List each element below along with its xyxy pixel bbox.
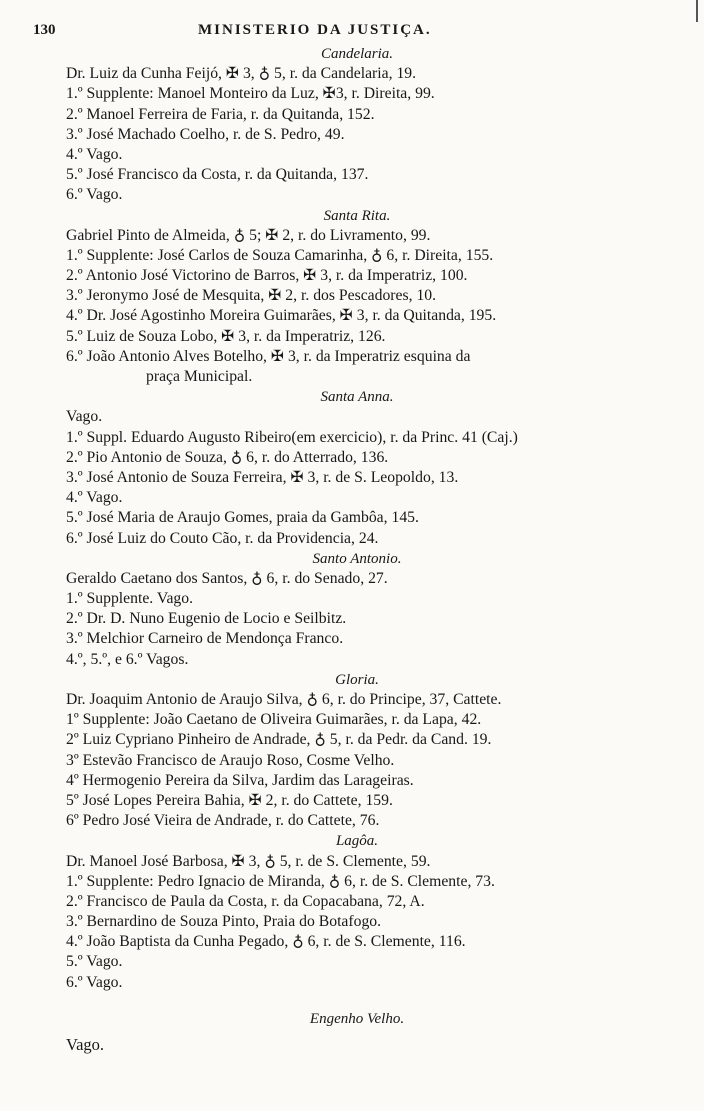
entry-line: 5.º Vago. [66,953,123,971]
entry-line: 4.º Vago. [66,145,123,163]
parish-heading: Gloria. [335,671,379,688]
entry-line: 1.º Supplente: Manoel Monteiro da Luz, ✠3, r. Direita, 99. [66,85,435,103]
entry-line: 2º Luiz Cypriano Pinheiro de Andrade, ♁ 5, r. da Pedr. da Cand. 19. [66,731,492,749]
entry-line: 6.º José Luiz do Couto Cão, r. da Providencia, 24. [66,529,379,547]
entry-line: 3.º Melchior Carneiro de Mendonça Franco. [66,630,344,648]
entry-line: Geraldo Caetano dos Santos, ♁ 6, r. do Senado, 27. [66,569,388,587]
entry-line: 2.º Antonio José Victorino de Barros, ✠ 3, r. da Imperatriz, 100. [66,267,468,285]
page-number: 130 [33,22,56,38]
entry-line: 4º Hermogenio Pereira da Silva, Jardim das Larageiras. [66,771,414,789]
entry-line: 4.º João Baptista da Cunha Pegado, ♁ 6, r. de S. Clemente, 116. [66,933,466,951]
page-edge-mark [696,0,698,22]
entry-line: 1.º Supplente. Vago. [66,590,194,608]
entry-line: 6º Pedro José Vieira de Andrade, r. do Cattete, 76. [66,812,380,830]
entry-line: Gabriel Pinto de Almeida, ♁ 5; ✠ 2, r. do Livramento, 99. [66,226,431,244]
entry-line: 3.º Bernardino de Souza Pinto, Praia do Botafogo. [66,913,382,931]
entry-line: 2.º Pio Antonio de Souza, ♁ 6, r. do Atterrado, 136. [66,448,389,466]
entry-line: 2.º Manoel Ferreira de Faria, r. da Quitanda, 152. [66,105,375,123]
parish-heading: Engenho Velho. [309,1010,405,1027]
document-body [66,44,648,1055]
entry-line: Vago. [66,408,103,426]
entry-line: Dr. Manoel José Barbosa, ✠ 3, ♁ 5, r. de S. Clemente, 59. [66,852,431,870]
page-header [33,20,673,42]
entry-line: Dr. Joaquim Antonio de Araujo Silva, ♁ 6, r. do Principe, 37, Cattete. [66,691,502,708]
entry-line: 5.º José Maria de Araujo Gomes, praia da Gambôa, 145. [66,509,419,527]
entry-line: 3.º José Machado Coelho, r. de S. Pedro, 49. [66,125,345,143]
entry-line: 2.º Dr. D. Nuno Eugenio de Locio e Seilbitz. [66,610,347,628]
entry-line: 1.º Supplente: José Carlos de Souza Camarinha, ♁ 6, r. Direita, 155. [66,246,494,264]
parish-heading: Candelaria. [320,46,394,62]
entry-line: 4.º Vago. [66,489,123,507]
entry-line: 1º Supplente: João Caetano de Oliveira Guimarães, r. da Lapa, 42. [66,711,482,729]
parish-heading: Santa Anna. [320,389,394,406]
entry-line: 6.º João Antonio Alves Botelho, ✠ 3, r. da Imperatriz esquina da [66,347,471,365]
entry-line: 1.º Suppl. Eduardo Augusto Ribeiro(em exercicio), r. da Princ. 41 (Caj.) [66,428,518,446]
entry-line: 4.º Dr. José Agostinho Moreira Guimarães, ✠ 3, r. da Quitanda, 195. [66,307,497,325]
entry-line: 5.º José Francisco da Costa, r. da Quitanda, 137. [66,166,369,184]
entry-line: 5º José Lopes Pereira Bahia, ✠ 2, r. do Cattete, 159. [66,791,393,809]
entry-line: Vago. [66,1035,105,1054]
entry-line: 6.º Vago. [66,973,123,991]
parish-heading: Lagôa. [335,833,379,850]
entry-line: 2.º Francisco de Paula da Costa, r. da Copacabana, 72, A. [66,892,425,910]
entry-line: 1.º Supplente: Pedro Ignacio de Miranda, ♁ 6, r. de S. Clemente, 73. [66,872,495,890]
parish-heading: Santa Rita. [323,207,391,224]
entry-line: 3.º José Antonio de Souza Ferreira, ✠ 3, r. de S. Leopoldo, 13. [66,468,459,486]
entry-line: 3.º Jeronymo José de Mesquita, ✠ 2, r. dos Pescadores, 10. [66,287,437,305]
section-gap [66,993,648,1009]
running-title: MINISTERIO DA JUSTIÇA. [198,22,432,38]
entry-continuation: praça Municipal. [146,368,253,385]
entry-line: Dr. Luiz da Cunha Feijó, ✠ 3, ♁ 5, r. da Candelaria, 19. [66,65,417,83]
parish-heading: Santo Antonio. [312,550,402,567]
entry-line: 6.º Vago. [66,186,123,204]
entry-line: 5.º Luiz de Souza Lobo, ✠ 3, r. da Imperatriz, 126. [66,327,386,345]
entry-line: 4.º, 5.º, e 6.º Vagos. [66,650,189,668]
entry-line: 3º Estevão Francisco de Araujo Roso, Cosme Velho. [66,751,395,769]
